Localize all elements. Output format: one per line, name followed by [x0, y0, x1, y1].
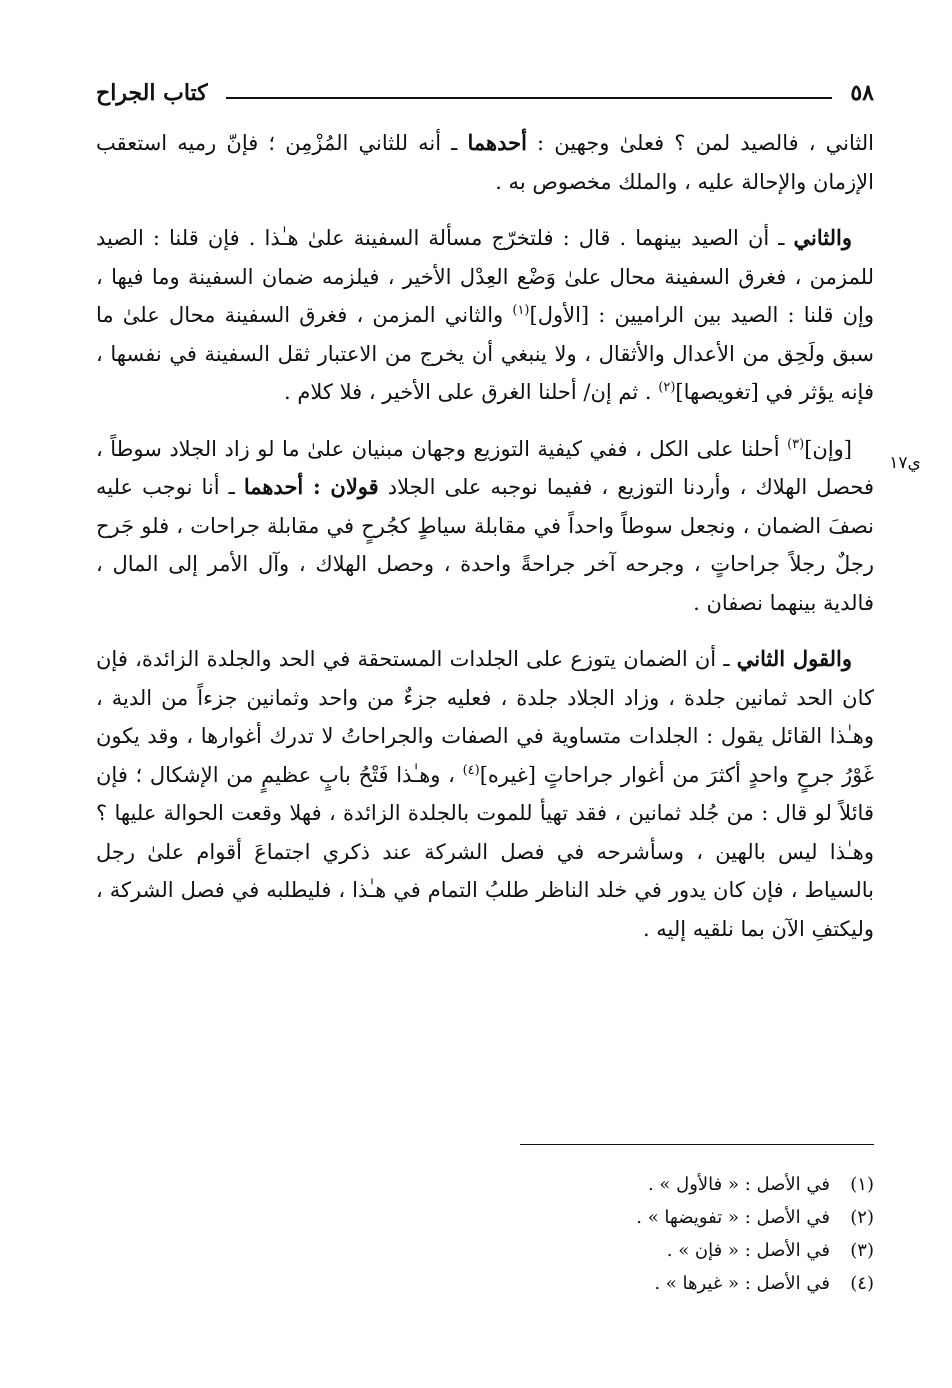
header-rule	[226, 97, 833, 99]
p3-text-b: أحلنا على الكل ، ففي كيفية التوزيع وجهان مبنيان علىٰ ما لو زاد الجلاد سوطاً ، فحصل الهلاك ، وأردنا التوزيع ، ففيما نوجبه على الجلاد	[96, 436, 874, 499]
footnote-text: في الأصل : « تفويضها » .	[636, 1207, 830, 1228]
margin-manuscript-note: ي١٧	[889, 453, 921, 473]
footnote-text: في الأصل : « فإن » .	[666, 1240, 830, 1261]
running-title: كتاب الجراح	[96, 80, 208, 106]
footnote-ref-4[interactable]: (٤)	[462, 762, 480, 778]
paragraph-2	[96, 219, 874, 412]
p2-bold-a: والثاني	[793, 225, 852, 250]
footnote-ref-3[interactable]: (٣)	[787, 436, 805, 452]
footnote-item	[560, 1201, 874, 1234]
footnote-item	[560, 1267, 874, 1300]
p2-text-b: والثاني المزمن ، فغرق السفينة محال علىٰ ما سبق ولَحِق من الأعدال والأثقال ، ولا ينبغي أن يخرج من الاعتبار ثقل السفينة في نفسها ، فإنه يؤثر في [تغويصها]	[96, 303, 874, 404]
p4-bold-a: والقول الثاني	[736, 646, 853, 671]
paragraph-4	[96, 640, 874, 948]
page-header	[96, 76, 874, 110]
paragraph-1	[96, 124, 874, 201]
main-text	[96, 124, 874, 948]
p1-text-b: ـ أنه للثاني المُزْمِن ؛ فإنّ رميه استعقب الإزمان والإحالة عليه ، والملك مخصوص به .	[96, 131, 874, 194]
p3-text-a: [وإن]	[804, 436, 852, 461]
footnote-ref-1[interactable]: (١)	[512, 303, 530, 318]
footnote-item	[560, 1168, 874, 1201]
footnote-text: في الأصل : « غيرها » .	[654, 1273, 830, 1294]
page-number: ٥٨	[850, 80, 874, 106]
footnote-item	[560, 1234, 874, 1267]
footnote-number: (١)	[850, 1174, 874, 1195]
paragraph-3	[96, 430, 874, 623]
p1-text-a: الثاني ، فالصيد لمن ؟ فعلىٰ وجهين :	[526, 131, 874, 155]
footnote-number: (٢)	[850, 1207, 874, 1228]
footnote-number: (٣)	[850, 1240, 874, 1261]
p2-text-a: ـ أن الصيد بينهما . قال : فلتخرّج مسألة السفينة علىٰ هـٰذا . فإن قلنا : الصيد للمزمن ، فغرق السفينة محال علىٰ وَضْع العِدْل الأخير ، فيلزمه ضمان السفينة وما فيها ، وإن قلنا : الصيد بين الراميين : [الأول]	[96, 226, 874, 327]
p3-text-c: ـ أنا نوجب عليه نصفَ الضمان ، ونجعل سوطاً واحداً في مقابلة سياطٍ كجُرحٍ في مقابلة جراحات ، فلو جَرح رجلٌ رجلاً جراحاتٍ ، وجرحه آخر جراحةً واحدة ، وحصل الهلاك ، وآل الأمر إلى المال ، فالدية بينهما نصفان .	[96, 475, 874, 615]
p3-bold-a: قولان : أحدهما	[243, 474, 379, 499]
footnote-number: (٤)	[850, 1273, 874, 1294]
footnotes	[560, 1168, 874, 1300]
p2-text-c: . ثم إن/ أحلنا الغرق على الأخير ، فلا كلام .	[284, 380, 659, 404]
footnote-ref-2[interactable]: (٢)	[658, 380, 676, 395]
footnote-rule	[520, 1144, 874, 1145]
p4-text-a: ـ أن الضمان يتوزع على الجلدات المستحقة في الحد والجلدة الزائدة، فإن كان الحد ثمانين جلدة ، وزاد الجلاد جلدة ، فعليه جزءٌ من واحد وثمانين جزءاً من الدية ، وهـٰذا القائل يقول : الجلدات متساوية في الصفات والجراحاتُ لا تدرك أغوارها ، وقد يكون غَوْرُ جرحٍ واحدٍ أكثرَ من أغوار جراحاتٍ [غيره]	[96, 647, 875, 787]
p1-bold-a: أحدهما	[467, 130, 527, 155]
p4-text-b: ، وهـٰذا فَتْحُ بابٍ عظيمٍ من الإشكال ؛ فإن قائلاً لو قال : من جُلد ثمانين ، فقد تهيأ للموت بالجلدة الزائدة ، فهلا وقعت الحوالة عليها ؟ وهـٰذا ليس بالهين ، وسأشرحه في فصل الشركة عند ذكري اجتماعَ أقوام علىٰ رجل بالسياط ، فإن كان يدور في خلد الناظر طلبُ التمام في هـٰذا ، فليطلبه في فصل الشركة ، وليكتفِ الآن بما نلقيه إليه .	[96, 762, 874, 941]
footnote-text: في الأصل : « فالأول » .	[647, 1174, 830, 1195]
